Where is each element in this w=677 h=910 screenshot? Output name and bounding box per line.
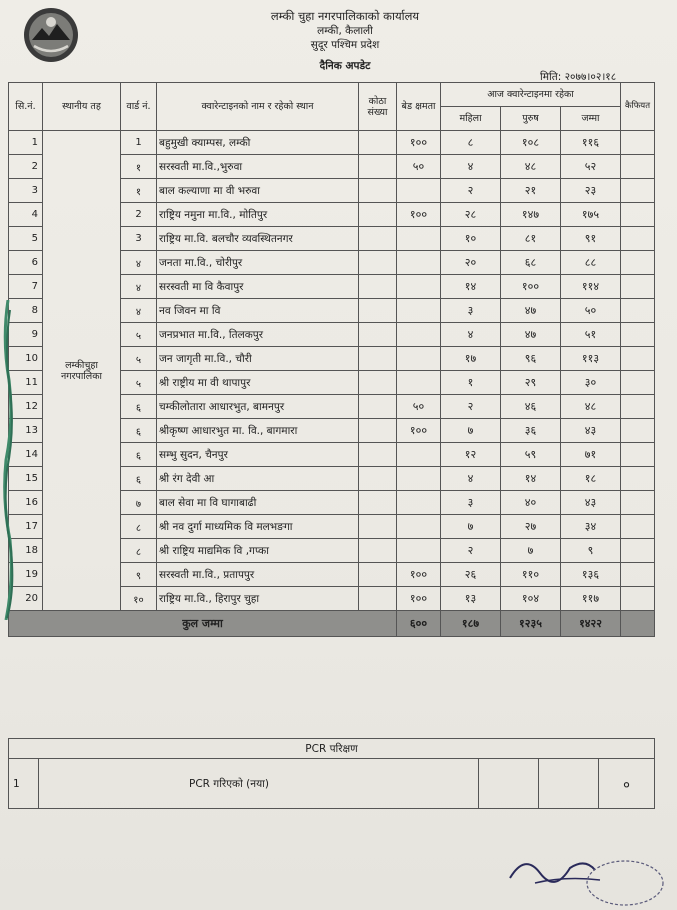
row-rooms [359,563,397,587]
row-remarks [621,299,655,323]
row-place-name: जनता मा.वि., चोरीपुर [157,251,359,275]
row-rooms [359,275,397,299]
row-remarks [621,515,655,539]
row-remarks [621,203,655,227]
row-beds [397,515,441,539]
header-female: महिला [441,107,501,131]
row-total: १३६ [561,563,621,587]
row-ward: ८ [121,539,157,563]
pcr-empty-1 [479,759,539,809]
row-rooms [359,491,397,515]
row-female: २ [441,539,501,563]
header-male: पुरुष [501,107,561,131]
row-rooms [359,323,397,347]
header-local-level: स्थानीय तह [43,83,121,131]
row-ward: ४ [121,299,157,323]
row-remarks [621,371,655,395]
row-total: ५१ [561,323,621,347]
row-rooms [359,203,397,227]
row-total: ८८ [561,251,621,275]
row-beds: १०० [397,203,441,227]
document-subtitle: दैनिक अपडेट [319,60,371,72]
header-place: क्वारेन्टाइनको नाम र रहेको स्थान [157,83,359,131]
row-male: ४८ [501,155,561,179]
row-sn: 15 [9,467,43,491]
row-rooms [359,299,397,323]
row-beds: १०० [397,563,441,587]
local-level-name: लम्कीचुहा नगरपालिका [43,131,121,611]
row-remarks [621,419,655,443]
row-remarks [621,443,655,467]
row-place-name: सरस्वती मा वि कैवापुर [157,275,359,299]
row-sn: 6 [9,251,43,275]
header-total: जम्मा [561,107,621,131]
pcr-heading: PCR परिक्षण [9,739,655,759]
header-beds: बेड क्षमता [397,83,441,131]
row-rooms [359,539,397,563]
row-female: ४ [441,323,501,347]
row-female: ८ [441,131,501,155]
row-place-name: श्री राष्ट्रिय माद्यमिक वि ,गप्का [157,539,359,563]
row-sn: 9 [9,323,43,347]
row-beds [397,347,441,371]
row-beds [397,491,441,515]
row-sn: 5 [9,227,43,251]
row-male: १०४ [501,587,561,611]
row-remarks [621,179,655,203]
row-sn: 16 [9,491,43,515]
row-male: ४७ [501,323,561,347]
row-sn: 11 [9,371,43,395]
header-remarks: कैफियत [621,83,655,131]
row-sn: 2 [9,155,43,179]
row-ward: ४ [121,275,157,299]
row-place-name: जनप्रभात मा.वि., तिलकपुर [157,323,359,347]
pcr-row [9,759,655,809]
row-male: ६८ [501,251,561,275]
row-female: २६ [441,563,501,587]
row-total: ७१ [561,443,621,467]
total-beds: ६०० [397,611,441,637]
row-sn: 13 [9,419,43,443]
row-female: ३ [441,491,501,515]
row-total: ११४ [561,275,621,299]
row-rooms [359,347,397,371]
row-beds [397,467,441,491]
row-remarks [621,539,655,563]
row-sn: 8 [9,299,43,323]
row-total: ९ [561,539,621,563]
row-male: ४६ [501,395,561,419]
row-male: ४० [501,491,561,515]
row-female: २८ [441,203,501,227]
row-beds: ५० [397,155,441,179]
row-female: २ [441,179,501,203]
row-place-name: चम्कीलोतारा आधारभुत, बामनपुर [157,395,359,419]
row-rooms [359,227,397,251]
row-place-name: बहुमुखी क्याम्पस, लम्की [157,131,359,155]
header-sn: सि.नं. [9,83,43,131]
report-date: मिति: २०७७।०२।१८ [540,71,617,83]
row-remarks [621,395,655,419]
row-male: १४ [501,467,561,491]
row-sn: 14 [9,443,43,467]
row-ward: ६ [121,395,157,419]
row-ward: 3 [121,227,157,251]
row-beds: १०० [397,131,441,155]
row-total: १८ [561,467,621,491]
row-ward: ५ [121,347,157,371]
row-ward: ६ [121,419,157,443]
row-rooms [359,131,397,155]
row-beds: ५० [397,395,441,419]
signature-stamp [505,838,665,908]
row-ward: ९ [121,563,157,587]
row-beds [397,371,441,395]
row-female: ७ [441,419,501,443]
row-sn: 12 [9,395,43,419]
row-total: १७५ [561,203,621,227]
row-total: ३० [561,371,621,395]
row-remarks [621,227,655,251]
row-place-name: बाल कल्याणा मा वी भरुवा [157,179,359,203]
row-male: ९६ [501,347,561,371]
row-ward: ६ [121,443,157,467]
row-ward: १ [121,155,157,179]
row-place-name: श्री नव दुर्गा माध्यमिक वि मलभङगा [157,515,359,539]
province-name: सुदूर पश्चिम प्रदेश [310,39,380,51]
row-male: ७ [501,539,561,563]
row-male: १०० [501,275,561,299]
row-rooms [359,371,397,395]
header-rooms: कोठा संख्या [359,83,397,131]
total-label: कुल जम्मा [9,611,397,637]
row-male: ३६ [501,419,561,443]
row-female: ४ [441,155,501,179]
row-rooms [359,467,397,491]
row-place-name: श्रीकृष्ण आधारभुत मा. वि., बागमारा [157,419,359,443]
row-sn: 17 [9,515,43,539]
pcr-value: ० [599,759,655,809]
row-rooms [359,251,397,275]
row-male: ४७ [501,299,561,323]
row-ward: ५ [121,371,157,395]
row-total: ५२ [561,155,621,179]
row-female: १२ [441,443,501,467]
row-ward: ७ [121,491,157,515]
row-male: १०८ [501,131,561,155]
row-sn: 18 [9,539,43,563]
header-ward: वार्ड नं. [121,83,157,131]
row-sn: 4 [9,203,43,227]
table-row [9,131,655,155]
row-ward: ८ [121,515,157,539]
row-remarks [621,275,655,299]
row-male: २७ [501,515,561,539]
row-place-name: जन जागृती मा.वि., चौरी [157,347,359,371]
row-rooms [359,419,397,443]
row-remarks [621,467,655,491]
row-beds [397,227,441,251]
binding-thread [0,300,16,620]
row-male: ११० [501,563,561,587]
row-female: २० [441,251,501,275]
row-ward: 1 [121,131,157,155]
row-remarks [621,251,655,275]
row-rooms [359,443,397,467]
row-rooms [359,155,397,179]
nepal-emblem-logo [22,6,80,64]
row-beds [397,323,441,347]
row-total: ४८ [561,395,621,419]
row-beds [397,299,441,323]
total-row [9,611,655,637]
row-rooms [359,179,397,203]
row-female: १० [441,227,501,251]
row-female: ३ [441,299,501,323]
row-sn: 1 [9,131,43,155]
row-total: ११३ [561,347,621,371]
row-remarks [621,131,655,155]
row-place-name: राष्ट्रिय मा.वि. बलचौर व्यवस्थितनगर [157,227,359,251]
row-sn: 10 [9,347,43,371]
row-male: २९ [501,371,561,395]
row-beds [397,179,441,203]
row-place-name: बाल सेवा मा वि घागाबाढी [157,491,359,515]
row-ward: ४ [121,251,157,275]
row-ward: १ [121,179,157,203]
pcr-label: PCR गरिएको (नया) [39,759,479,809]
row-total: ४३ [561,419,621,443]
row-beds [397,275,441,299]
row-male: ५९ [501,443,561,467]
row-sn: 20 [9,587,43,611]
row-place-name: श्री रंग देवी आ [157,467,359,491]
row-sn: 19 [9,563,43,587]
row-total: ३४ [561,515,621,539]
row-rooms [359,515,397,539]
pcr-empty-2 [539,759,599,809]
row-place-name: नव जिवन मा वि [157,299,359,323]
row-female: १७ [441,347,501,371]
row-total: ५० [561,299,621,323]
row-female: २ [441,395,501,419]
row-ward: 2 [121,203,157,227]
row-total: २३ [561,179,621,203]
row-remarks [621,491,655,515]
row-sn: 7 [9,275,43,299]
row-place-name: राष्ट्रिय मा.वि., हिरापुर चुहा [157,587,359,611]
row-sn: 3 [9,179,43,203]
row-total: ४३ [561,491,621,515]
row-place-name: सम्भु सुदन, चैनपुर [157,443,359,467]
row-place-name: श्री राष्ट्रीय मा वी थापापुर [157,371,359,395]
row-beds [397,539,441,563]
total-female: १८७ [441,611,501,637]
row-total: ११७ [561,587,621,611]
row-remarks [621,587,655,611]
row-place-name: राष्ट्रिय नमुना मा.वि., मोतिपुर [157,203,359,227]
row-ward: ६ [121,467,157,491]
row-female: १३ [441,587,501,611]
row-place-name: सरस्वती मा.वि., प्रतापपुर [157,563,359,587]
row-total: ११६ [561,131,621,155]
row-beds [397,251,441,275]
quarantine-table [8,82,655,637]
row-beds [397,443,441,467]
row-female: १ [441,371,501,395]
row-rooms [359,587,397,611]
row-ward: १० [121,587,157,611]
row-total: ९१ [561,227,621,251]
pcr-table [8,738,655,809]
row-male: ८१ [501,227,561,251]
row-beds: १०० [397,587,441,611]
row-remarks [621,563,655,587]
row-male: १४७ [501,203,561,227]
row-remarks [621,323,655,347]
total-all: १४२२ [561,611,621,637]
row-remarks [621,347,655,371]
row-female: ४ [441,467,501,491]
row-place-name: सरस्वती मा.वि.,भुरुवा [157,155,359,179]
row-remarks [621,155,655,179]
total-male: १२३५ [501,611,561,637]
row-female: १४ [441,275,501,299]
row-female: ७ [441,515,501,539]
total-remarks [621,611,655,637]
office-address: लम्की, कैलाली [317,25,373,37]
table-body [9,131,655,637]
office-title: लम्की चुहा नगरपालिकाको कार्यालय [270,9,420,23]
row-rooms [359,395,397,419]
header-current-group: आज क्वारेन्टाइनमा रहेका [441,83,621,107]
row-beds: १०० [397,419,441,443]
pcr-sn: 1 [9,759,39,809]
row-ward: ५ [121,323,157,347]
row-male: २१ [501,179,561,203]
